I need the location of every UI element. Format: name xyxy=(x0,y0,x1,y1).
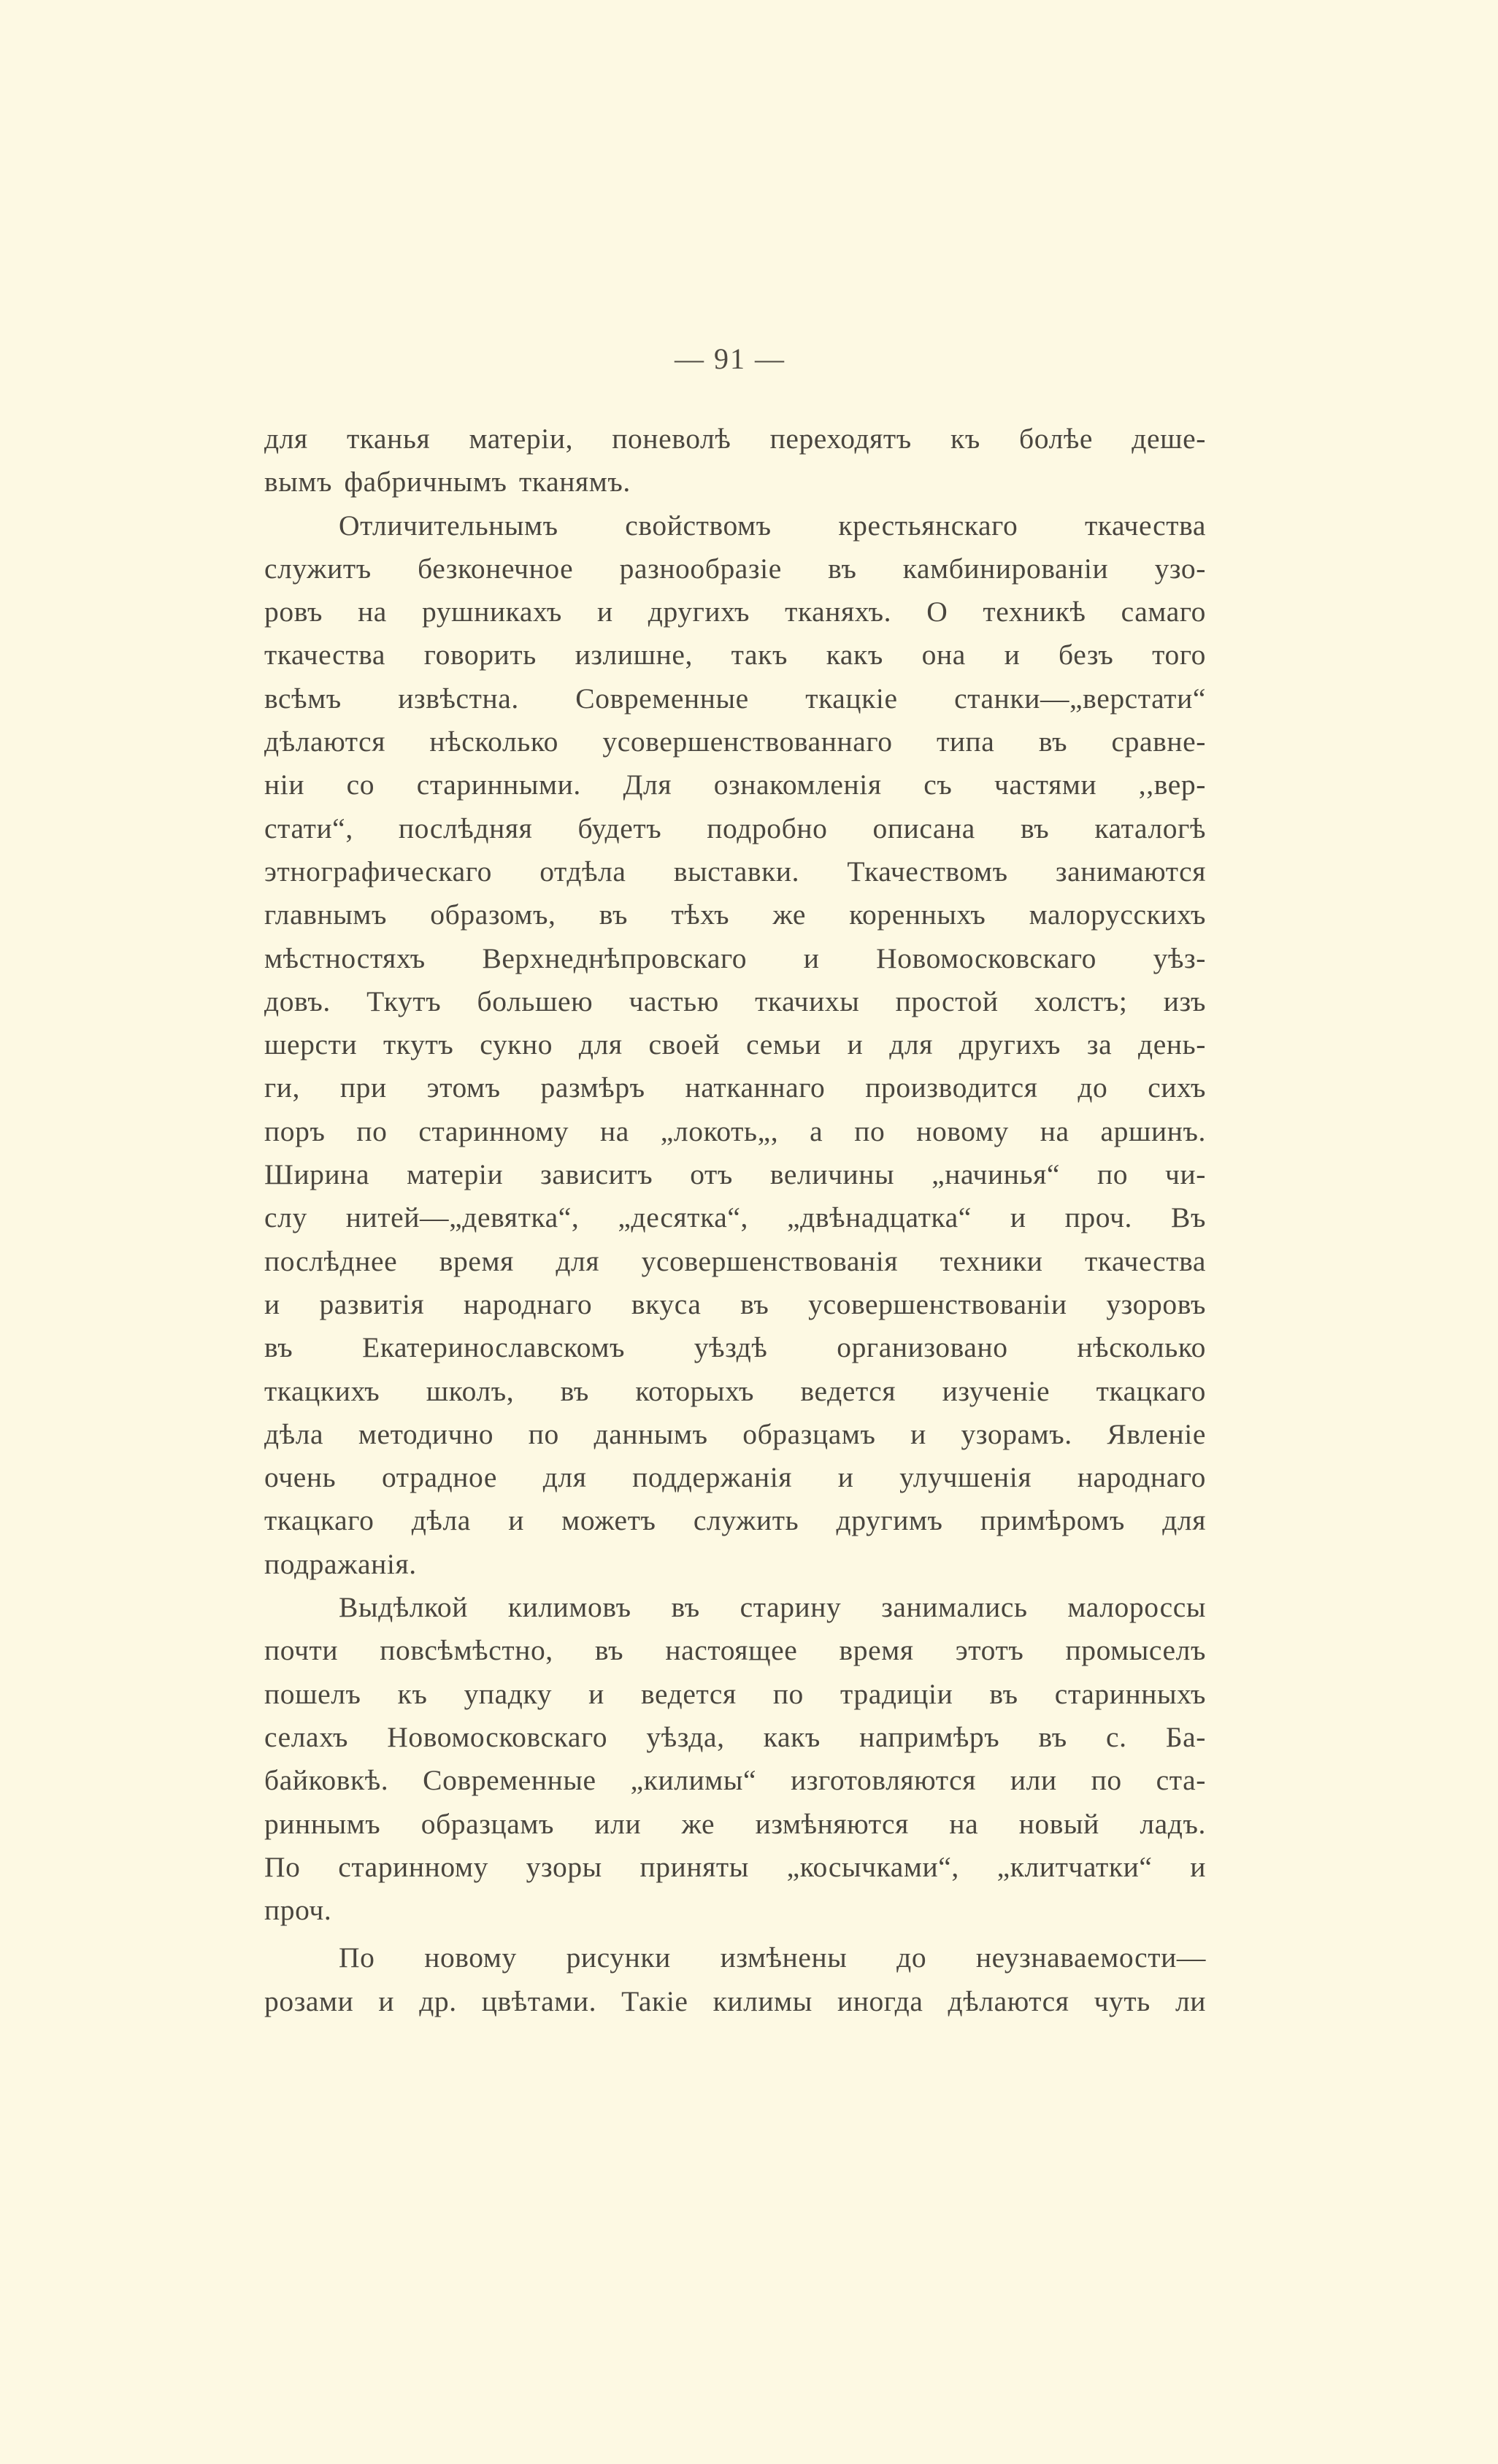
text-line: мѣстностяхъ Верхнеднѣпровскаго и Новомосковскаго уѣз- xyxy=(264,942,1206,974)
text-line: Выдѣлкой килимовъ въ старину занимались малороссы xyxy=(339,1591,1206,1624)
text-line: довъ. Ткутъ большею частью ткачихы простой холстъ; изъ xyxy=(264,985,1206,1017)
text-line: Ширина матеріи зависитъ отъ величины „начинья“ по чи- xyxy=(264,1158,1206,1191)
text-line: очень отрадное для поддержанія и улучшенія народнаго xyxy=(264,1461,1206,1494)
text-line: ткацкаго дѣла и можетъ служить другимъ примѣромъ для xyxy=(264,1504,1206,1537)
text-line: ніи со старинными. Для ознакомленія съ частями ,,вер- xyxy=(264,769,1206,801)
text-line: служитъ безконечное разнообразіе въ камбинированіи узо- xyxy=(264,552,1206,585)
text-line: въ Екатеринославскомъ уѣздѣ организовано нѣсколько xyxy=(264,1331,1206,1364)
text-line: всѣмъ извѣстна. Современные ткацкіе станки—„верстати“ xyxy=(264,682,1206,715)
text-line: послѣднее время для усовершенствованія техники ткачества xyxy=(264,1244,1206,1277)
text-line: По старинному узоры приняты „косычками“, „клитчатки“ и xyxy=(264,1850,1206,1883)
text-line: розами и др. цвѣтами. Такіе килимы иногда дѣлаются чуть ли xyxy=(264,1984,1206,2017)
text-line: шерсти ткутъ сукно для своей семьи и для другихъ за день- xyxy=(264,1028,1206,1061)
text-line: ткацкихъ школъ, въ которыхъ ведется изученіе ткацкаго xyxy=(264,1374,1206,1407)
text-line: ги, при этомъ размѣръ натканнаго производится до сихъ xyxy=(264,1071,1206,1104)
text-line: и развитія народнаго вкуса въ усовершенствованіи узоровъ xyxy=(264,1287,1206,1320)
text-line: селахъ Новомосковскаго уѣзда, какъ напримѣръ въ с. Ба- xyxy=(264,1720,1206,1753)
text-line: байковкѣ. Современные „килимы“ изготовляются или по ста- xyxy=(264,1764,1206,1797)
text-line: поръ по старинному на „локоть„, а по новому на аршинъ. xyxy=(264,1114,1206,1147)
text-line: вымъ фабричнымъ тканямъ. xyxy=(264,466,631,498)
text-line: подражанія. xyxy=(264,1547,417,1580)
text-line: ровъ на рушникахъ и другихъ тканяхъ. О техникѣ самаго xyxy=(264,596,1206,628)
body-text xyxy=(264,417,1206,2023)
text-line: дѣла методично по даннымъ образцамъ и узорамъ. Явленіе xyxy=(264,1417,1206,1450)
text-line: пошелъ къ упадку и ведется по традиціи въ старинныхъ xyxy=(264,1677,1206,1710)
text-line: По новому рисунки измѣнены до неузнаваемости— xyxy=(339,1941,1206,1974)
paragraph xyxy=(264,417,1206,504)
text-line: этнографическаго отдѣла выставки. Ткачествомъ занимаются xyxy=(264,855,1206,888)
text-line: стати“, послѣдняя будетъ подробно описана въ каталогѣ xyxy=(264,812,1206,844)
text-line: Отличительнымъ свойствомъ крестьянскаго ткачества xyxy=(339,509,1206,542)
text-line: риннымъ образцамъ или же измѣняются на новый ладъ. xyxy=(264,1807,1206,1840)
paragraph xyxy=(264,1936,1206,2023)
text-line: проч. xyxy=(264,1894,332,1927)
text-line: ткачества говорить излишне, такъ какъ она и безъ того xyxy=(264,639,1206,671)
text-line: дѣлаются нѣсколько усовершенствованнаго типа въ сравне- xyxy=(264,725,1206,758)
text-line: слу нитей—„девятка“, „десятка“, „двѣнадцатка“ и проч. Въ xyxy=(264,1201,1206,1234)
page-number: — 91 — xyxy=(675,342,786,375)
paragraph xyxy=(264,1586,1206,1932)
text-line: почти повсѣмѣстно, въ настоящее время этотъ промыселъ xyxy=(264,1634,1206,1667)
text-line: главнымъ образомъ, въ тѣхъ же коренныхъ малорусскихъ xyxy=(264,898,1206,931)
paragraph xyxy=(264,504,1206,1586)
text-line: для тканья матеріи, поневолѣ переходятъ къ болѣе деше- xyxy=(264,423,1206,455)
